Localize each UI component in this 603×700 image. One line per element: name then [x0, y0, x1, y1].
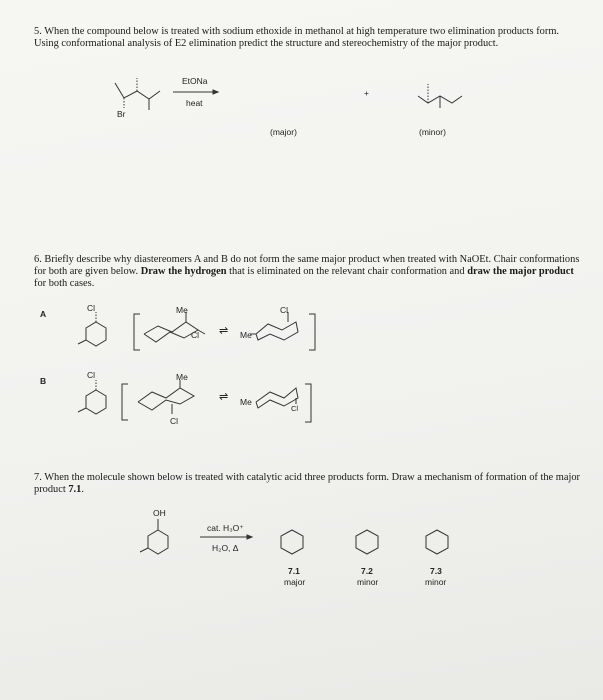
q6-label-b: B [40, 376, 47, 386]
q6-b-chair2-me-label: Me [240, 397, 252, 407]
q6-a-bracket-right [309, 314, 315, 350]
q5-br-label: Br [117, 109, 126, 119]
q6-b-chair2-cl-label: Cl [291, 404, 299, 413]
q5-major-label: (major) [270, 127, 297, 137]
q5-minor-label: (minor) [419, 127, 446, 137]
q6-b-chair-1 [138, 380, 194, 414]
q6-b-bracket-left [122, 384, 128, 420]
q7-bold-product: 7.1 [68, 484, 82, 495]
q5-condition: heat [186, 98, 203, 108]
q6-b-cyclohexane [78, 380, 106, 414]
q5-reagent: EtONa [182, 76, 208, 86]
q7-product-2-num: 7.2 [361, 566, 373, 576]
q7-product-3-num: 7.3 [430, 566, 442, 576]
q6-b-chair-2 [256, 388, 298, 408]
q7-product-2-desc: minor [357, 577, 379, 587]
q6-a-chair1-me-label: Me [176, 305, 188, 315]
q6-a-cl-label: Cl [87, 303, 96, 313]
q6-b-cl-label: Cl [87, 370, 96, 380]
q6-a-cyclohexane [78, 312, 106, 346]
q7-reagent: cat. H₃O⁺ [207, 523, 244, 533]
q6-end: for both cases. [34, 278, 95, 289]
q5-starting-material [115, 78, 160, 110]
q7-product-1-num: 7.1 [288, 566, 300, 576]
q6-a-chair2-me-label: Me [240, 330, 252, 340]
q7-oh-label: OH [153, 508, 166, 518]
q7-end: . [81, 484, 84, 495]
q6-mid: that is eliminated on the relevant chair conformation and [229, 266, 465, 277]
q6-bold-product: draw the major product [467, 266, 574, 277]
q6-b-bracket-right [305, 384, 311, 422]
q6-bold-hydrogen: Draw the hydrogen [140, 266, 227, 277]
q6-a-chair2-cl-label: Cl [280, 305, 289, 315]
q7-starting-material [140, 519, 168, 554]
q7-arrowhead [247, 535, 252, 539]
q5-plus-sign: + [364, 88, 369, 98]
q6-b-chair1-me-label: Me [176, 372, 188, 382]
q6-a-equilibrium-arrow: ⇌ [219, 325, 229, 337]
q7-condition: H₂O, Δ [212, 543, 239, 553]
q7-product-1-desc: major [284, 577, 306, 587]
q7-product-3 [426, 530, 448, 554]
q6-b-chair1-cl-label: Cl [170, 416, 179, 426]
q5-arrowhead [213, 90, 218, 94]
q6-label-a: A [40, 309, 47, 319]
q7-product-3-desc: minor [425, 577, 447, 587]
q7-product-1 [281, 530, 303, 554]
q6-intro: 6. Briefly describe why diastereomers A and B do not form the same major product when treated with NaOEt. Chair conformations for both are given below. [34, 254, 580, 277]
question-5-text: 5. When the compound below is treated with sodium ethoxide in methanol at high temperature two elimination products form. Using conformational analysis of E2 elimination predict the structure and stereochemistry of the major product. [34, 26, 559, 49]
q5-minor-product [418, 84, 462, 108]
q6-a-bracket-left [134, 314, 140, 350]
q6-a-chair-1 [144, 312, 205, 342]
q6-a-chair-2 [250, 312, 298, 340]
q6-b-equilibrium-arrow: ⇌ [219, 391, 229, 403]
q7-product-2 [356, 530, 378, 554]
q6-a-chair1-cl-label: Cl [191, 330, 200, 340]
q7-intro: 7. When the molecule shown below is treated with catalytic acid three products form. Draw a mechanism of formation of the major product [34, 472, 581, 495]
